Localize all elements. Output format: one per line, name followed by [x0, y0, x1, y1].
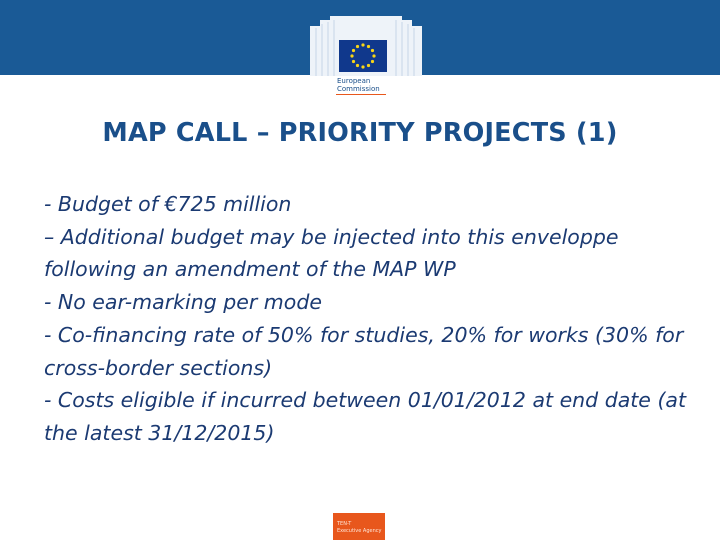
logo-line-commission: Commission	[337, 85, 380, 93]
badge-line-2: Executive Agency	[337, 528, 382, 534]
body-line: - Costs eligible if incurred between 01/01/2012 at end date (at the latest 31/12/2015)	[44, 388, 687, 445]
logo-line-european: European	[337, 77, 371, 85]
logo-underline	[336, 94, 386, 95]
slide-title: MAP CALL – PRIORITY PROJECTS (1)	[102, 118, 618, 148]
body-line: - No ear-marking per mode	[44, 290, 322, 315]
logo-wordmark	[337, 77, 387, 93]
body-line: - Co-financing rate of 50% for studies, 20% for works (30% for cross-border sections)	[44, 322, 684, 380]
body-line: - Budget of €725 million	[44, 192, 292, 216]
body-line: – Additional budget may be injected into this enveloppe following an amendment of the MAP WP	[44, 224, 619, 282]
badge-line-1: TEN-T	[337, 521, 352, 527]
slide-body	[44, 188, 694, 450]
ten-t-agency-badge	[333, 513, 385, 540]
european-commission-logo	[0, 0, 720, 104]
